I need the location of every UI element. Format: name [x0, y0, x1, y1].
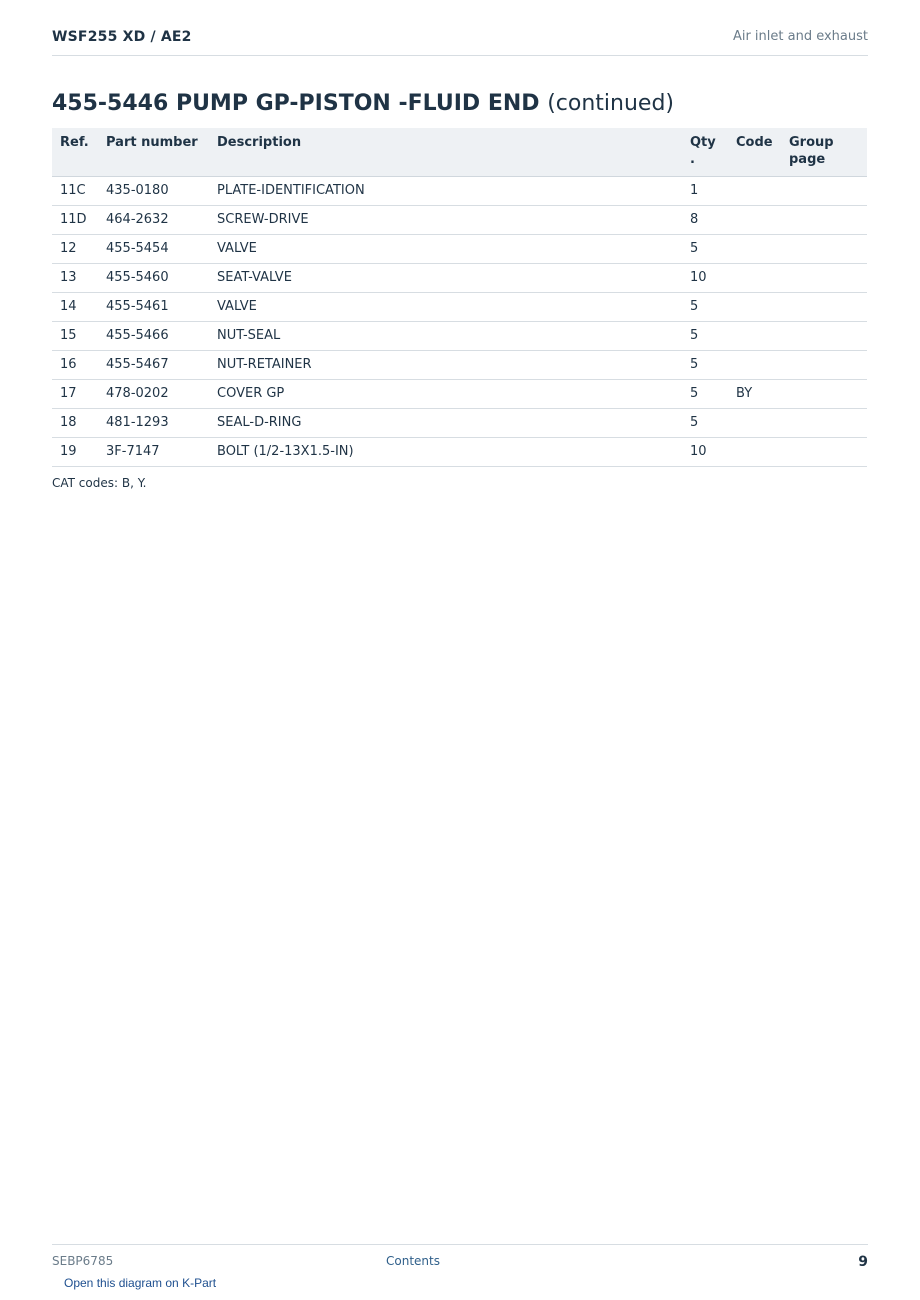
contents-link[interactable]: Contents: [386, 1254, 440, 1268]
parts-table: [52, 128, 867, 467]
cell-ref: 14: [52, 293, 98, 322]
cell-code: [728, 409, 781, 438]
cell-qty: 5: [682, 322, 728, 351]
column-header-qty: [682, 128, 728, 177]
column-header-description: Description: [209, 128, 682, 177]
cell-code: [728, 235, 781, 264]
cell-part-number: 455-5461: [98, 293, 209, 322]
cell-group-page: [781, 409, 867, 438]
cell-description: VALVE: [209, 293, 682, 322]
cell-ref: 11C: [52, 177, 98, 206]
page-header: [52, 29, 868, 56]
column-header-group-page: [781, 128, 867, 177]
qty-header-line1: Qty: [690, 135, 716, 150]
cell-code: [728, 438, 781, 467]
cell-group-page: [781, 438, 867, 467]
document-number: SEBP6785: [52, 1254, 114, 1268]
table-row: [52, 264, 867, 293]
section-title: Air inlet and exhaust: [732, 29, 868, 44]
cell-description: SEAL-D-RING: [209, 409, 682, 438]
table-row: [52, 409, 867, 438]
cell-qty: 5: [682, 380, 728, 409]
cell-qty: 5: [682, 351, 728, 380]
cell-ref: 19: [52, 438, 98, 467]
cell-group-page: [781, 293, 867, 322]
cell-ref: 11D: [52, 206, 98, 235]
cell-part-number: 481-1293: [98, 409, 209, 438]
cell-code: [728, 293, 781, 322]
open-kpart-link[interactable]: Open this diagram on K-Part: [64, 1276, 217, 1290]
cell-part-number: 455-5466: [98, 322, 209, 351]
group-header-line2: page: [789, 152, 826, 167]
cell-part-number: 455-5454: [98, 235, 209, 264]
model-title: WSF255 XD / AE2: [52, 29, 192, 45]
cell-group-page: [781, 177, 867, 206]
cell-ref: 16: [52, 351, 98, 380]
table-row: [52, 206, 867, 235]
cell-description: VALVE: [209, 235, 682, 264]
page-title: [52, 89, 674, 119]
cell-part-number: 3F-7147: [98, 438, 209, 467]
cell-code: [728, 351, 781, 380]
group-header-line1: Group: [789, 135, 834, 150]
cell-part-number: 455-5460: [98, 264, 209, 293]
cell-qty: 5: [682, 293, 728, 322]
cell-group-page: [781, 351, 867, 380]
cell-ref: 15: [52, 322, 98, 351]
cell-qty: 1: [682, 177, 728, 206]
cell-qty: 10: [682, 438, 728, 467]
cell-group-page: [781, 264, 867, 293]
cell-qty: 5: [682, 409, 728, 438]
cell-part-number: 435-0180: [98, 177, 209, 206]
table-row: [52, 380, 867, 409]
table-row: [52, 235, 867, 264]
table-row: [52, 322, 867, 351]
cell-description: SEAT-VALVE: [209, 264, 682, 293]
cell-code: BY: [728, 380, 781, 409]
column-header-ref: Ref.: [52, 128, 98, 177]
cell-description: BOLT (1/2-13X1.5-IN): [209, 438, 682, 467]
cell-description: NUT-SEAL: [209, 322, 682, 351]
cell-code: [728, 206, 781, 235]
cell-qty: 5: [682, 235, 728, 264]
cell-ref: 17: [52, 380, 98, 409]
cell-description: NUT-RETAINER: [209, 351, 682, 380]
cell-description: SCREW-DRIVE: [209, 206, 682, 235]
cell-group-page: [781, 235, 867, 264]
page-number: 9: [858, 1254, 868, 1270]
cell-code: [728, 177, 781, 206]
cell-part-number: 455-5467: [98, 351, 209, 380]
column-header-code: Code: [728, 128, 781, 177]
cell-description: PLATE-IDENTIFICATION: [209, 177, 682, 206]
cell-part-number: 478-0202: [98, 380, 209, 409]
cell-qty: 8: [682, 206, 728, 235]
cell-code: [728, 322, 781, 351]
column-header-part-number: Part number: [98, 128, 209, 177]
qty-header-line2: .: [690, 152, 695, 167]
cell-group-page: [781, 322, 867, 351]
cell-code: [728, 264, 781, 293]
page-footer: [52, 1244, 868, 1275]
cell-group-page: [781, 380, 867, 409]
cell-ref: 13: [52, 264, 98, 293]
table-row: [52, 438, 867, 467]
cell-ref: 18: [52, 409, 98, 438]
cell-group-page: [781, 206, 867, 235]
table-row: [52, 177, 867, 206]
table-header-row: [52, 128, 867, 177]
table-row: [52, 293, 867, 322]
table-row: [52, 351, 867, 380]
cell-ref: 12: [52, 235, 98, 264]
continued-label: (continued): [547, 91, 675, 116]
cell-qty: 10: [682, 264, 728, 293]
cell-description: COVER GP: [209, 380, 682, 409]
cat-codes-note: CAT codes: B, Y.: [52, 476, 147, 490]
assembly-title: 455-5446 PUMP GP-PISTON -FLUID END: [52, 91, 540, 116]
cell-part-number: 464-2632: [98, 206, 209, 235]
